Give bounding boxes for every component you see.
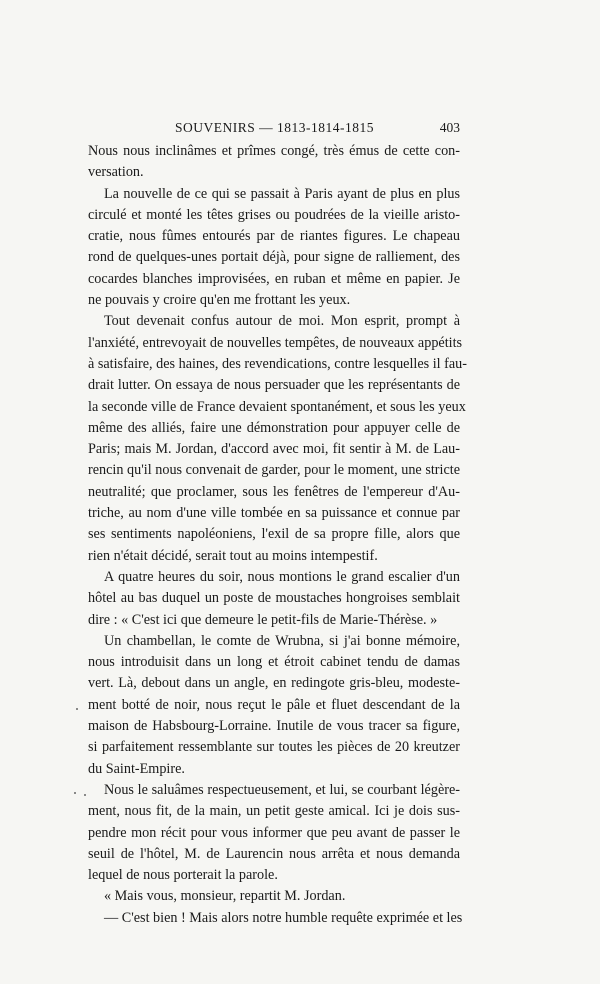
text-line: cocardes blanches improvisées, en ruban et même en papier. Je [88, 270, 460, 287]
text-line: nous introduisit dans un long et étroit cabinet tendu de damas [88, 654, 460, 671]
text-line: lequel de nous porterait la parole. [88, 867, 278, 884]
text-line: triche, au nom d'une ville tombée en sa puissance et connue par [88, 505, 460, 522]
text-line: Paris; mais M. Jordan, d'accord avec moi, fit sentir à M. de Lau- [88, 441, 460, 458]
text-line: Tout devenait confus autour de moi. Mon esprit, prompt à [104, 313, 460, 330]
text-line: à satisfaire, des haines, des revendications, contre lesquelles il fau- [88, 355, 467, 372]
text-line: rencin qu'il nous convenait de garder, pour le moment, une stricte [88, 462, 460, 479]
text-line: ses sentiments napoléoniens, l'exil de sa propre fille, alors que [88, 526, 460, 543]
text-line: vert. Là, debout dans un angle, en redingote gris-bleu, modeste- [88, 675, 460, 692]
text-line: — C'est bien ! Mais alors notre humble requête exprimée et les [104, 909, 463, 926]
text-line: pendre mon récit pour vous informer que peu avant de passer le [88, 824, 460, 841]
body-text [88, 141, 467, 929]
text-line: « Mais vous, monsieur, repartit M. Jordan. [104, 888, 346, 905]
text-line: rien n'était décidé, serait tout au moins intempestif. [88, 547, 378, 564]
print-speck [74, 792, 76, 794]
running-head: SOUVENIRS — 1813-1814-1815 [175, 120, 375, 135]
text-line: maison de Habsbourg-Lorraine. Inutile de vous tracer sa figure, [88, 718, 460, 735]
text-line: A quatre heures du soir, nous montions le grand escalier d'un [104, 568, 460, 585]
text-line: drait lutter. On essaya de nous persuader que les représentants de [88, 377, 460, 394]
print-speck [84, 794, 86, 796]
text-line: cratie, nous fûmes entourés par de riantes figures. Le chapeau [88, 228, 460, 245]
text-line: ne pouvais y croire qu'en me frottant les yeux. [88, 292, 351, 309]
text-line: Un chambellan, le comte de Wrubna, si j'ai bonne mémoire, [104, 632, 460, 649]
text-line: neutralité; que proclamer, sous les fenêtres de l'empereur d'Au- [88, 483, 460, 500]
text-line: versation. [88, 164, 144, 181]
text-line: seuil de l'hôtel, M. de Laurencin nous arrêta et nous demanda [88, 845, 460, 862]
text-line: ment botté de noir, nous reçut le pâle et fluet descendant de la [88, 696, 460, 713]
text-line: si parfaitement ressemblante sur toutes les pièces de 20 kreutzer [88, 739, 460, 756]
print-speck [76, 708, 78, 710]
text-line: ment, nous fit, de la main, un petit geste amical. Ici je dois sus- [88, 803, 460, 820]
text-line: du Saint-Empire. [88, 760, 185, 777]
text-line: La nouvelle de ce qui se passait à Paris ayant de plus en plus [104, 185, 460, 202]
text-line: l'anxiété, entrevoyait de nouvelles tempêtes, de nouveaux appétits [88, 334, 463, 351]
text-line: la seconde ville de France devaient spontanément, et sous les yeux [88, 398, 466, 415]
page-header [88, 120, 460, 140]
page-number: 403 [439, 120, 460, 135]
text-line: même des alliés, faire une démonstration pour appuyer celle de [88, 419, 460, 436]
text-line: Nous le saluâmes respectueusement, et lui, se courbant légère- [104, 781, 460, 798]
text-line: hôtel au bas duquel un poste de moustaches hongroises semblait [88, 590, 460, 607]
text-line: circulé et monté les têtes grises ou poudrées de la vieille aristo- [88, 206, 460, 223]
text-line: dire : « C'est ici que demeure le petit-fils de Marie-Thérèse. » [88, 611, 438, 628]
text-line: Nous nous inclinâmes et prîmes congé, très émus de cette con- [88, 143, 460, 159]
text-line: rond de quelques-unes portait déjà, pour signe de ralliement, des [88, 249, 460, 266]
